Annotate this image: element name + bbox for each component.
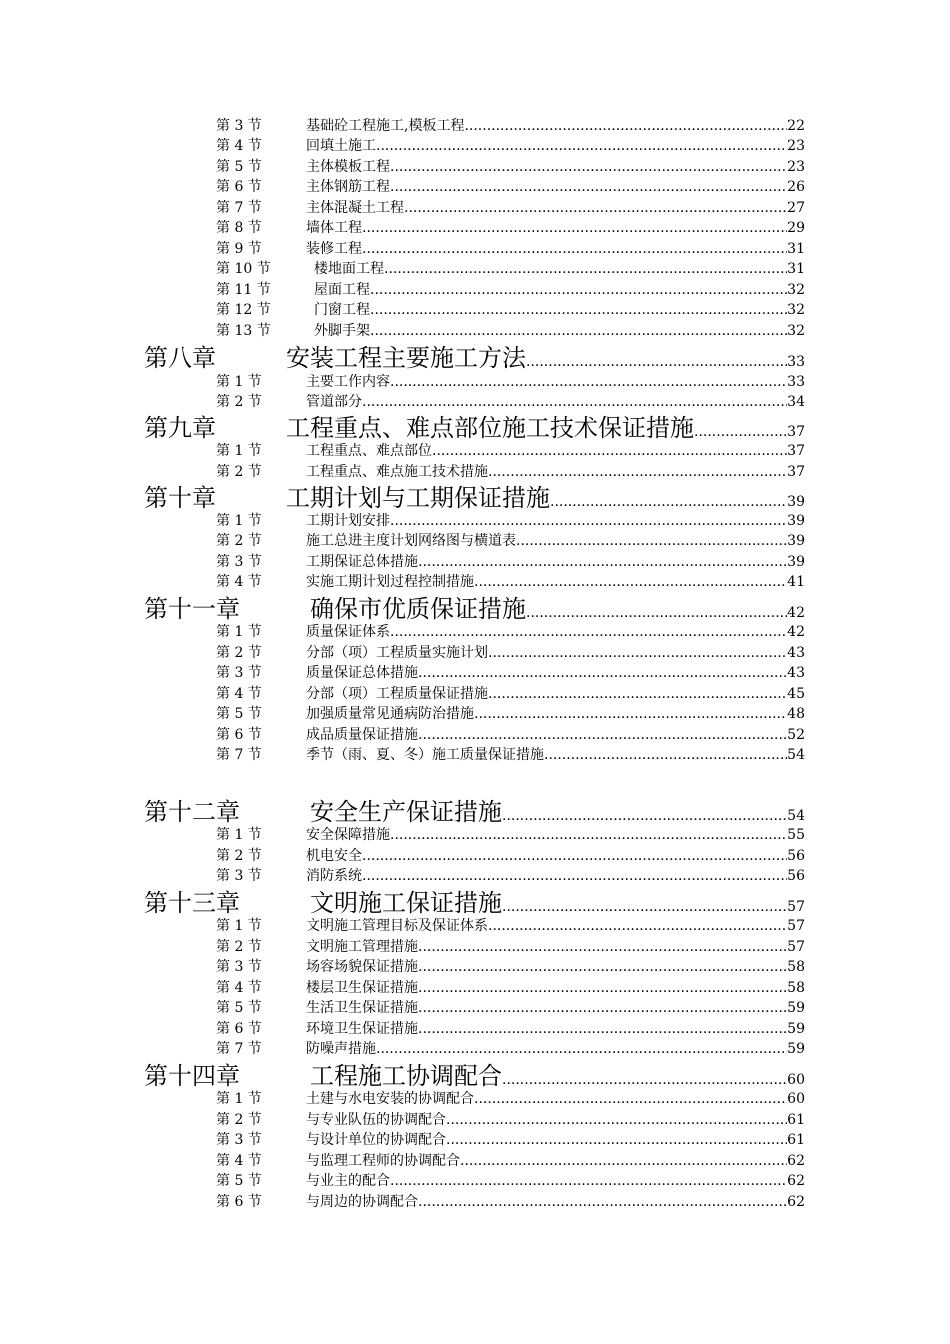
section-title: 生活卫生保证措施 [306, 1000, 418, 1016]
page-number: 52 [787, 727, 805, 743]
section-title: 环境卫生保证措施 [306, 1021, 418, 1037]
dot-leader [418, 663, 787, 683]
dot-leader [376, 1039, 787, 1059]
section-number: 第 4 节 [216, 1153, 262, 1169]
toc-section-entry[interactable] [216, 1171, 805, 1191]
section-title: 土建与水电安装的协调配合 [306, 1091, 474, 1107]
dot-leader [362, 846, 787, 866]
page-number: 42 [787, 624, 805, 640]
dot-leader [474, 704, 787, 724]
section-number: 第 1 节 [216, 374, 262, 390]
toc-section-entry[interactable] [216, 643, 805, 663]
section-number: 第 7 节 [216, 1041, 262, 1057]
toc-section-entry[interactable] [216, 1089, 805, 1109]
dot-leader [460, 1151, 787, 1171]
toc-section-entry[interactable] [216, 198, 805, 218]
toc-section-entry[interactable] [216, 1151, 805, 1171]
section-title: 质量保证体系 [306, 624, 390, 640]
toc-section-entry[interactable] [216, 572, 805, 592]
toc-section-entry[interactable] [216, 937, 805, 957]
section-title: 实施工期计划过程控制措施 [306, 574, 474, 590]
section-title: 分部（项）工程质量实施计划 [306, 645, 488, 661]
chapter-title: 工程重点、难点部位施工技术保证措施 [286, 414, 694, 442]
section-title: 装修工程 [306, 241, 362, 257]
section-title: 楼层卫生保证措施 [306, 980, 418, 996]
dot-leader [390, 372, 787, 392]
toc-section-entry[interactable] [216, 684, 805, 704]
page-number: 56 [787, 868, 805, 884]
section-title: 机电安全 [306, 848, 362, 864]
section-number: 第 5 节 [216, 159, 262, 175]
toc-chapter-entry[interactable] [144, 413, 805, 443]
section-title: 与专业队伍的协调配合 [306, 1112, 446, 1128]
section-title: 与设计单位的协调配合 [306, 1132, 446, 1148]
dot-leader [390, 157, 787, 177]
section-title: 季节（雨、夏、冬）施工质量保证措施 [306, 747, 544, 763]
dot-leader [390, 177, 787, 197]
page-number: 55 [787, 827, 805, 843]
section-title: 管道部分 [306, 394, 362, 410]
toc-section-entry[interactable] [216, 1192, 805, 1212]
section-title: 文明施工管理措施 [306, 939, 418, 955]
page-number: 32 [787, 302, 805, 318]
toc-section-entry[interactable] [216, 745, 805, 765]
section-number: 第 2 节 [216, 533, 262, 549]
page-number: 57 [787, 918, 805, 934]
page-number: 54 [787, 747, 805, 763]
page-number: 22 [787, 118, 805, 134]
dot-leader [474, 572, 787, 592]
toc-chapter-entry[interactable] [144, 797, 805, 827]
section-title: 文明施工管理目标及保证体系 [306, 918, 488, 934]
page-number: 61 [787, 1112, 805, 1128]
dot-leader [516, 531, 787, 551]
toc-section-entry[interactable] [216, 218, 805, 238]
toc-section-entry[interactable] [216, 998, 805, 1018]
section-number: 第 1 节 [216, 1091, 262, 1107]
page-number: 23 [787, 138, 805, 154]
toc-section-entry[interactable] [216, 441, 805, 461]
toc-section-entry[interactable] [216, 116, 805, 136]
page-number: 33 [787, 374, 805, 390]
chapter-title: 工期计划与工期保证措施 [286, 484, 550, 512]
section-title: 屋面工程 [314, 282, 370, 298]
section-number: 第 1 节 [216, 827, 262, 843]
dot-leader [544, 745, 787, 765]
chapter-number: 第十章 [144, 484, 216, 512]
toc-section-entry[interactable] [216, 957, 805, 977]
dot-leader [446, 1110, 787, 1130]
page-number: 45 [787, 686, 805, 702]
page-number: 59 [787, 1041, 805, 1057]
toc-section-entry[interactable] [216, 978, 805, 998]
chapter-number: 第十二章 [144, 798, 240, 826]
page-number: 59 [787, 1000, 805, 1016]
dot-leader [384, 259, 787, 279]
section-title: 门窗工程 [314, 302, 370, 318]
page-number: 39 [787, 554, 805, 570]
section-number: 第 5 节 [216, 706, 262, 722]
page-number: 39 [787, 494, 805, 510]
section-title: 楼地面工程 [314, 261, 384, 277]
section-title: 分部（项）工程质量保证措施 [306, 686, 488, 702]
section-number: 第 4 节 [216, 138, 262, 154]
page-number: 58 [787, 980, 805, 996]
dot-leader [446, 1130, 787, 1150]
section-number: 第 4 节 [216, 980, 262, 996]
page-number: 54 [787, 808, 805, 824]
toc-section-entry[interactable] [216, 462, 805, 482]
section-title: 基础砼工程施工,模板工程 [306, 118, 465, 134]
page-number: 62 [787, 1173, 805, 1189]
page-number: 57 [787, 899, 805, 915]
page-number: 37 [787, 464, 805, 480]
section-number: 第 2 节 [216, 645, 262, 661]
page-number: 62 [787, 1153, 805, 1169]
section-number: 第 3 节 [216, 959, 262, 975]
section-number: 第 8 节 [216, 220, 262, 236]
section-number: 第 3 节 [216, 118, 262, 134]
dot-leader [488, 462, 787, 482]
page-number: 33 [787, 354, 805, 370]
toc-section-entry[interactable] [216, 1019, 805, 1039]
section-title: 工程重点、难点部位 [306, 443, 432, 459]
section-number: 第 13 节 [216, 323, 271, 339]
toc-section-entry[interactable] [216, 663, 805, 683]
section-title: 安全保障措施 [306, 827, 390, 843]
chapter-title: 文明施工保证措施 [310, 889, 502, 917]
section-number: 第 5 节 [216, 1173, 262, 1189]
section-number: 第 6 节 [216, 1194, 262, 1210]
section-title: 主体混凝土工程 [306, 200, 404, 216]
toc-section-entry[interactable] [216, 239, 805, 259]
section-number: 第 5 节 [216, 1000, 262, 1016]
toc-section-entry[interactable] [216, 916, 805, 936]
dot-leader [370, 280, 787, 300]
section-number: 第 2 节 [216, 394, 262, 410]
page-number: 39 [787, 513, 805, 529]
section-number: 第 3 节 [216, 665, 262, 681]
dot-leader [418, 725, 787, 745]
page-number: 48 [787, 706, 805, 722]
page-number: 31 [787, 261, 805, 277]
section-title: 外脚手架 [314, 323, 370, 339]
section-title: 质量保证总体措施 [306, 665, 418, 681]
dot-leader [370, 321, 787, 341]
section-title: 施工总进主度计划网络图与横道表 [306, 533, 516, 549]
toc-chapter-entry[interactable] [144, 343, 805, 373]
dot-leader [370, 300, 787, 320]
section-number: 第 2 节 [216, 464, 262, 480]
page-number: 34 [787, 394, 805, 410]
page-number: 42 [787, 605, 805, 621]
chapter-title: 确保市优质保证措施 [310, 595, 526, 623]
toc-section-entry[interactable] [216, 511, 805, 531]
section-number: 第 2 节 [216, 939, 262, 955]
toc-section-entry[interactable] [216, 704, 805, 724]
page-number: 39 [787, 533, 805, 549]
section-title: 主体钢筋工程 [306, 179, 390, 195]
page-number: 56 [787, 848, 805, 864]
dot-leader [488, 916, 787, 936]
chapter-title: 安装工程主要施工方法 [286, 344, 526, 372]
dot-leader [418, 1019, 787, 1039]
dot-leader [362, 392, 787, 412]
section-number: 第 2 节 [216, 1112, 262, 1128]
dot-leader [418, 998, 787, 1018]
section-number: 第 6 节 [216, 179, 262, 195]
section-title: 主要工作内容 [306, 374, 390, 390]
section-title: 工程重点、难点施工技术措施 [306, 464, 488, 480]
page-number: 23 [787, 159, 805, 175]
dot-leader [488, 643, 787, 663]
page-number: 58 [787, 959, 805, 975]
toc-section-entry[interactable] [216, 157, 805, 177]
toc-section-entry[interactable] [216, 1039, 805, 1059]
section-title: 加强质量常见通病防治措施 [306, 706, 474, 722]
section-number: 第 9 节 [216, 241, 262, 257]
toc-section-entry[interactable] [216, 136, 805, 156]
section-title: 消防系统 [306, 868, 362, 884]
page-number: 26 [787, 179, 805, 195]
section-number: 第 11 节 [216, 282, 271, 298]
section-title: 主体模板工程 [306, 159, 390, 175]
dot-leader [488, 684, 787, 704]
toc-section-entry[interactable] [216, 1130, 805, 1150]
toc-section-entry[interactable] [216, 846, 805, 866]
section-title: 成品质量保证措施 [306, 727, 418, 743]
dot-leader [404, 198, 787, 218]
dot-leader [390, 622, 787, 642]
chapter-number: 第十一章 [144, 595, 240, 623]
page-number: 41 [787, 574, 805, 590]
chapter-title: 安全生产保证措施 [310, 798, 502, 826]
page-number: 31 [787, 241, 805, 257]
section-number: 第 7 节 [216, 747, 262, 763]
section-title: 防噪声措施 [306, 1041, 376, 1057]
toc-section-entry[interactable] [216, 725, 805, 745]
toc-section-entry[interactable] [216, 866, 805, 886]
chapter-number: 第十四章 [144, 1062, 240, 1090]
section-number: 第 6 节 [216, 1021, 262, 1037]
dot-leader [390, 1171, 787, 1191]
toc-section-entry[interactable] [216, 622, 805, 642]
dot-leader [362, 239, 787, 259]
toc-chapter-entry[interactable] [144, 1061, 805, 1091]
dot-leader [390, 511, 787, 531]
page-number: 60 [787, 1091, 805, 1107]
section-number: 第 1 节 [216, 624, 262, 640]
toc-section-entry[interactable] [216, 1110, 805, 1130]
section-title: 与业主的配合 [306, 1173, 390, 1189]
section-number: 第 4 节 [216, 686, 262, 702]
chapter-title: 工程施工协调配合 [310, 1062, 502, 1090]
toc-section-entry[interactable] [216, 372, 805, 392]
page-number: 57 [787, 939, 805, 955]
toc-chapter-entry[interactable] [144, 483, 805, 513]
section-number: 第 12 节 [216, 302, 271, 318]
page-number: 37 [787, 424, 805, 440]
dot-leader [418, 978, 787, 998]
page-number: 29 [787, 220, 805, 236]
section-number: 第 10 节 [216, 261, 271, 277]
dot-leader [464, 116, 787, 136]
section-number: 第 2 节 [216, 848, 262, 864]
section-number: 第 1 节 [216, 918, 262, 934]
section-number: 第 3 节 [216, 868, 262, 884]
dot-leader [432, 441, 787, 461]
toc-section-entry[interactable] [216, 280, 805, 300]
toc-section-entry[interactable] [216, 392, 805, 412]
chapter-number: 第十三章 [144, 889, 240, 917]
section-number: 第 3 节 [216, 1132, 262, 1148]
page-number: 43 [787, 665, 805, 681]
dot-leader [376, 136, 787, 156]
dot-leader [474, 1089, 787, 1109]
page-number: 61 [787, 1132, 805, 1148]
section-title: 与周边的协调配合 [306, 1194, 418, 1210]
dot-leader [418, 937, 787, 957]
toc-section-entry[interactable] [216, 552, 805, 572]
page-number: 32 [787, 323, 805, 339]
toc-section-entry[interactable] [216, 300, 805, 320]
section-title: 工期计划安排 [306, 513, 390, 529]
dot-leader [418, 957, 787, 977]
section-title: 与监理工程师的协调配合 [306, 1153, 460, 1169]
toc-section-entry[interactable] [216, 531, 805, 551]
chapter-number: 第八章 [144, 344, 216, 372]
section-number: 第 1 节 [216, 443, 262, 459]
section-number: 第 6 节 [216, 727, 262, 743]
toc-section-entry[interactable] [216, 825, 805, 845]
dot-leader [362, 218, 787, 238]
chapter-number: 第九章 [144, 414, 216, 442]
page-number: 62 [787, 1194, 805, 1210]
section-number: 第 1 节 [216, 513, 262, 529]
toc-section-entry[interactable] [216, 259, 805, 279]
toc-chapter-entry[interactable] [144, 594, 805, 624]
page-number: 43 [787, 645, 805, 661]
toc-chapter-entry[interactable] [144, 888, 805, 918]
section-title: 工期保证总体措施 [306, 554, 418, 570]
page-number: 59 [787, 1021, 805, 1037]
section-number: 第 4 节 [216, 574, 262, 590]
dot-leader [390, 825, 787, 845]
section-title: 回填土施工 [306, 138, 376, 154]
page-number: 27 [787, 200, 805, 216]
section-number: 第 3 节 [216, 554, 262, 570]
page-number: 60 [787, 1072, 805, 1088]
toc-section-entry[interactable] [216, 177, 805, 197]
dot-leader [418, 552, 787, 572]
page-number: 37 [787, 443, 805, 459]
section-number: 第 7 节 [216, 200, 262, 216]
section-title: 场容场貌保证措施 [306, 959, 418, 975]
page-number: 32 [787, 282, 805, 298]
dot-leader [418, 1192, 787, 1212]
toc-section-entry[interactable] [216, 321, 805, 341]
section-title: 墙体工程 [306, 220, 362, 236]
dot-leader [362, 866, 787, 886]
